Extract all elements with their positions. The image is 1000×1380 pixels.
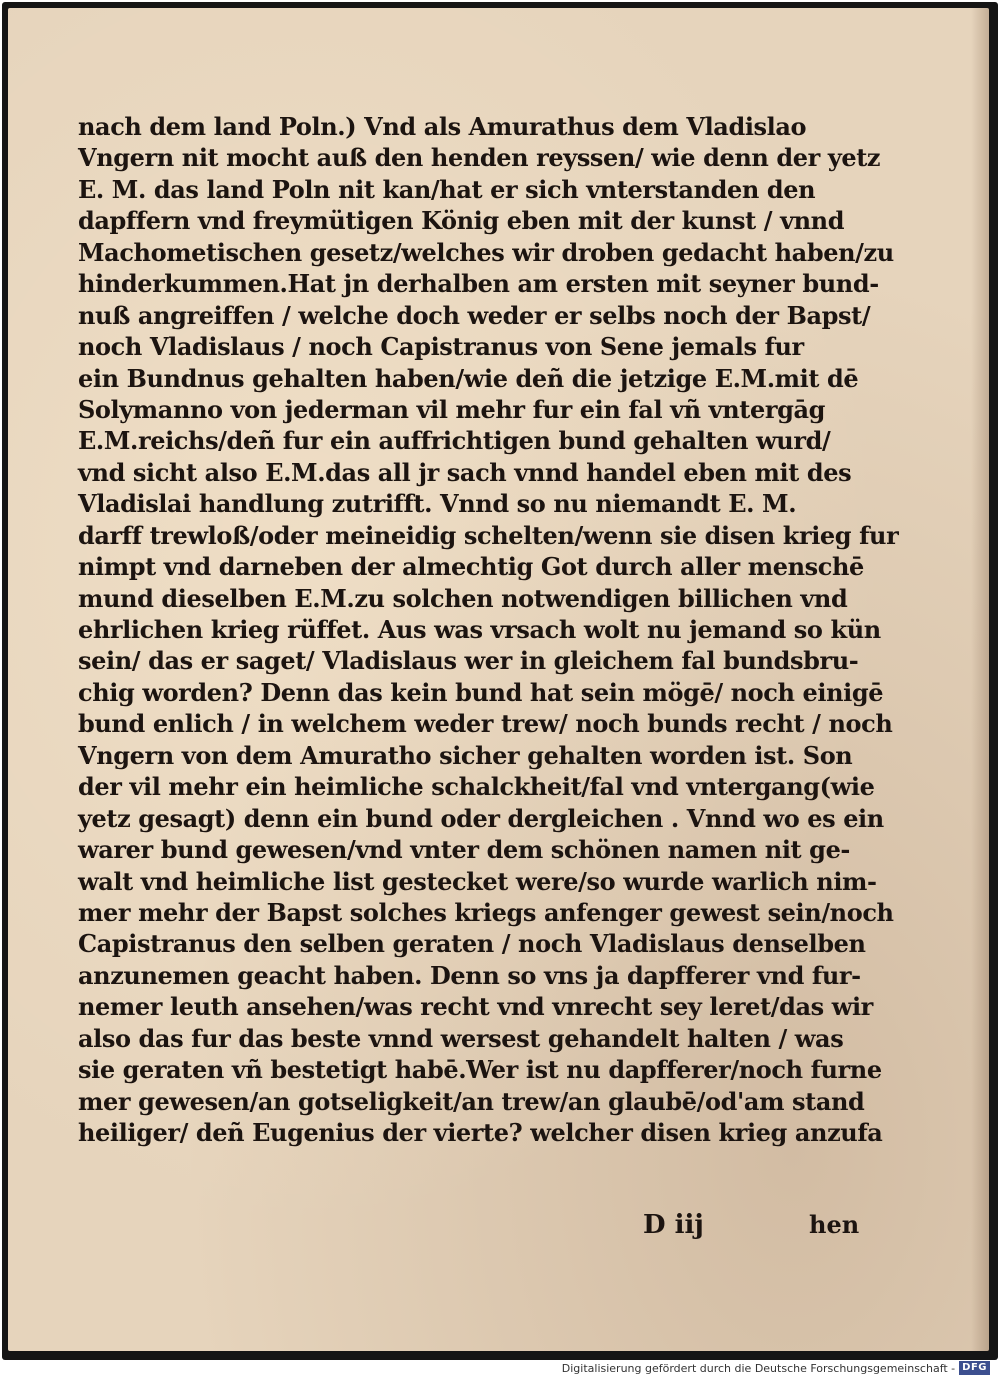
text-line: dapffern vnd freymütigen König eben mit der kunst / vnnd bbox=[78, 206, 845, 236]
text-line: mer mehr der Bapst solches kriegs anfenger gewest sein/noch bbox=[78, 897, 894, 927]
signature-mark: D iij bbox=[643, 1210, 704, 1240]
text-block bbox=[78, 111, 899, 1240]
book-page bbox=[8, 8, 989, 1351]
text-line: nach dem land Poln.) Vnd als Amurathus dem Vladislao bbox=[78, 112, 807, 141]
text-line: E.M.reichs/deñ fur ein auffrichtigen bund gehalten wurd/ bbox=[78, 426, 831, 456]
footer-credit bbox=[562, 1360, 990, 1376]
text-line: Solymanno von jederman vil mehr fur ein fal vñ vntergāg bbox=[78, 394, 825, 424]
text-line: nuß angreiffen / welche doch weder er selbs noch der Bapst/ bbox=[78, 300, 871, 330]
text-line: sie geraten vñ bestetigt habē.Wer ist nu dapfferer/noch furne bbox=[78, 1055, 882, 1085]
text-line: heiliger/ deñ Eugenius der vierte? welcher disen krieg anzufa bbox=[78, 1118, 883, 1147]
text-line: warer bund gewesen/vnd vnter dem schönen namen nit ge- bbox=[78, 835, 850, 865]
text-line: walt vnd heimliche list gestecket were/so wurde warlich nim- bbox=[78, 866, 877, 896]
text-line: Vngern nit mocht auß den henden reyssen/ wie denn der yetz bbox=[78, 143, 881, 173]
footer-credit-text: Digitalisierung gefördert durch die Deutsche Forschungsgemeinschaft - bbox=[561, 1361, 956, 1375]
dfg-logo-icon: DFG bbox=[959, 1361, 990, 1375]
text-line: ein Bundnus gehalten haben/wie deñ die jetzige E.M.mit dē bbox=[78, 363, 859, 393]
text-line: mund dieselben E.M.zu solchen notwendigen billichen vnd bbox=[78, 583, 848, 613]
text-line: also das fur das beste vnnd wersest gehandelt halten / was bbox=[78, 1023, 844, 1053]
text-line: mer gewesen/an gotseligkeit/an trew/an glaubē/od'am stand bbox=[78, 1086, 865, 1116]
page-edge-shadow bbox=[971, 8, 989, 1351]
text-line: E. M. das land Poln nit kan/hat er sich vnterstanden den bbox=[78, 174, 816, 204]
text-line: bund enlich / in welchem weder trew/ noch bunds recht / noch bbox=[78, 709, 893, 739]
text-line: vnd sicht also E.M.das all jr sach vnnd handel eben mit des bbox=[78, 457, 852, 487]
text-line: chig worden? Denn das kein bund hat sein mögē/ noch einigē bbox=[78, 677, 884, 707]
scan-frame bbox=[2, 2, 998, 1360]
text-line: anzunemen geacht haben. Denn so vns ja dapfferer vnd fur- bbox=[78, 960, 861, 990]
text-line: der vil mehr ein heimliche schalckheit/fal vnd vntergang(wie bbox=[78, 772, 875, 802]
text-line: noch Vladislaus / noch Capistranus von Sene jemals fur bbox=[78, 332, 804, 362]
text-line: darff trewloß/oder meineidig schelten/wenn sie disen krieg fur bbox=[78, 520, 899, 550]
text-line: yetz gesagt) denn ein bund oder dergleichen . Vnnd wo es ein bbox=[78, 803, 884, 833]
text-line: hinderkummen.Hat jn derhalben am ersten mit seyner bund- bbox=[78, 269, 879, 299]
text-line: Vngern von dem Amuratho sicher gehalten worden ist. Son bbox=[78, 740, 853, 770]
text-line: Machometischen gesetz/welches wir droben gedacht haben/zu bbox=[78, 237, 894, 267]
text-line: Vladislai handlung zutrifft. Vnnd so nu niemandt E. M. bbox=[78, 489, 797, 519]
catchword: hen bbox=[809, 1210, 860, 1239]
text-line: sein/ das er saget/ Vladislaus wer in gleichem fal bundsbru- bbox=[78, 646, 859, 676]
text-line: nimpt vnd darneben der almechtig Got durch aller menschē bbox=[78, 552, 864, 582]
text-line: nemer leuth ansehen/was recht vnd vnrecht sey leret/das wir bbox=[78, 992, 873, 1022]
text-line: ehrlichen krieg rüffet. Aus was vrsach wolt nu jemand so kün bbox=[78, 615, 881, 644]
text-line: Capistranus den selben geraten / noch Vladislaus denselben bbox=[78, 929, 866, 959]
